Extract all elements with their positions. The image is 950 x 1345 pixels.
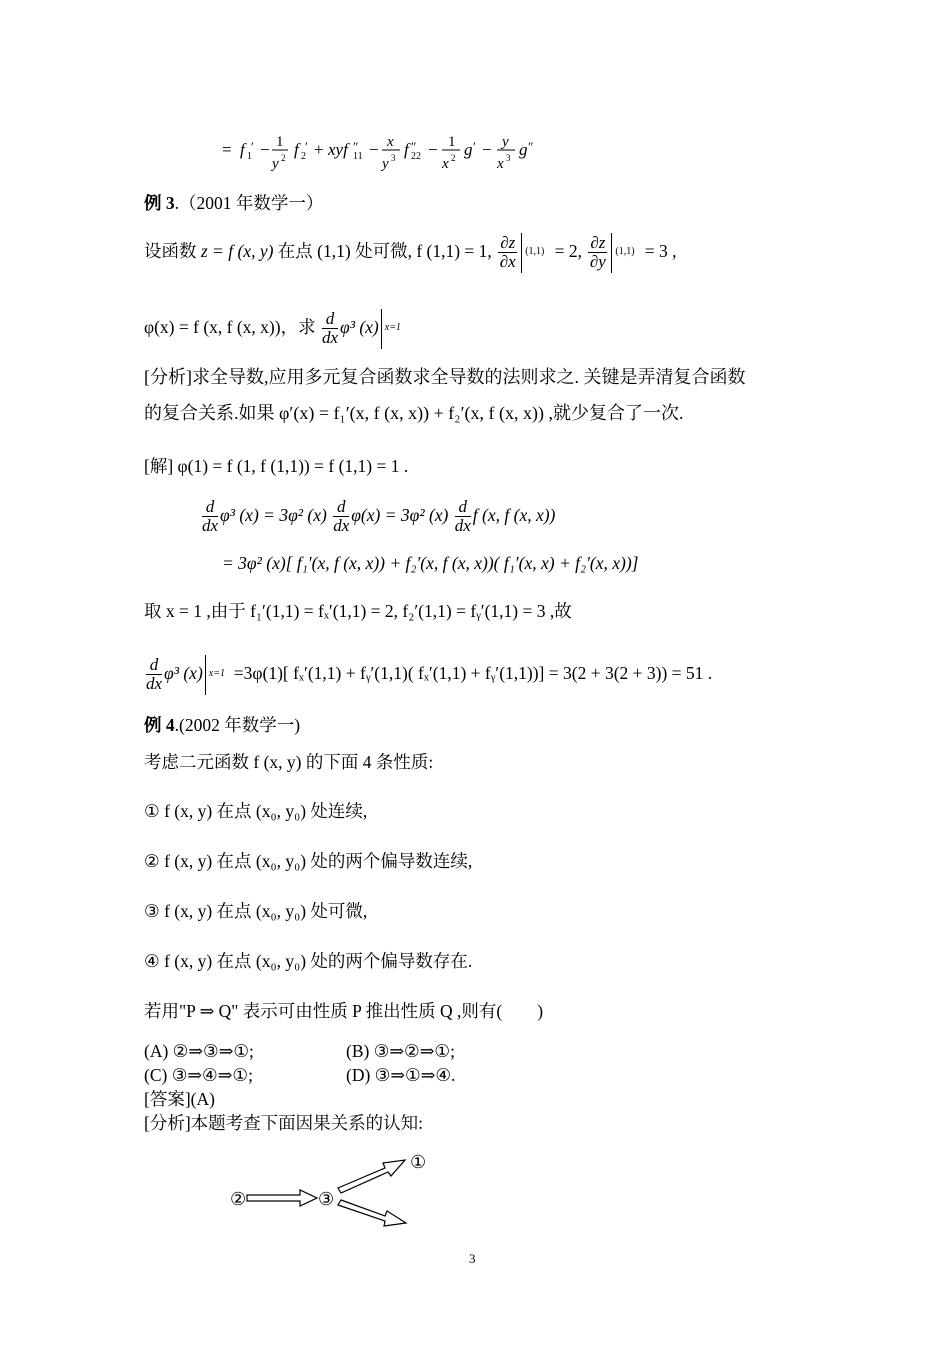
example-4-heading (144, 714, 300, 736)
solution-3-line-2 (200, 490, 555, 540)
svg-text:1: 1 (448, 134, 456, 150)
d-dx-operator: $\frac{d}{dx}$ (321, 309, 339, 348)
property-2: ② f (x, y) 在点 (x₀, y₀) 处的两个偏导数连续, (144, 851, 473, 871)
d-dx-operator-3: $\frac{d}{dx}$ (333, 497, 350, 536)
svg-text:y: y (272, 156, 279, 172)
d-dx-operator-5: $\frac{d}{dx}$ (146, 655, 163, 694)
svg-text:f: f (404, 140, 409, 159)
d-dx-operator-2: $\frac{d}{dx}$ (202, 497, 219, 536)
property-3: ③ f (x, y) 在点 (x₀, y₀) 处可微, (144, 901, 368, 921)
svg-text:2: 2 (281, 153, 286, 163)
svg-text:′: ′ (473, 139, 476, 154)
svg-text:x: x (387, 134, 394, 150)
svg-text:y: y (502, 134, 509, 150)
analysis-3-line-2: 的复合关系.如果 φ′(x) = f₁′(x, f (x, x)) + f₂′(x, f (x, x)) ,就少复合了一次. (144, 403, 684, 423)
answer-4: [答案](A) (144, 1089, 215, 1109)
option-d: (D) ③⇒①⇒④. (346, 1065, 456, 1085)
svg-text:3: 3 (506, 153, 511, 163)
svg-text:″: ″ (353, 139, 359, 154)
solution-3-line-1: [解] φ(1) = f (1, f (1,1)) = f (1,1) = 1 . (144, 456, 409, 476)
phi-def-text: φ(x) = f (x, f (x, x))，求 (144, 317, 316, 337)
problem-3-intro: 设函数 (144, 241, 197, 261)
node-3: ③ (318, 1189, 335, 1209)
analysis-3-line-1: [分析]求全导数,应用多元复合函数求全导数的法则求之. 关键是弄清复合函数 (144, 367, 746, 387)
option-b: (B) ③⇒②⇒①; (346, 1041, 455, 1061)
eval-bar-x: (1,1) (521, 233, 550, 273)
solution-3-line-5 (144, 648, 712, 698)
svg-text:11: 11 (353, 151, 363, 162)
svg-text:2: 2 (451, 153, 456, 163)
d-dx-operator-4: $\frac{d}{dx}$ (454, 497, 471, 536)
svg-text:f: f (294, 140, 299, 159)
phi-definition (144, 302, 410, 352)
svg-text:+: + (314, 140, 324, 159)
svg-text:′: ′ (305, 139, 308, 154)
partial-z-x: $\frac{\partial z}{\partial x}$ (499, 233, 516, 272)
property-1: ① f (x, y) 在点 (x₀, y₀) 处连续, (144, 801, 368, 821)
svg-text:−: − (428, 140, 438, 159)
phi-cube-2: φ³ (x) (164, 663, 203, 683)
svg-text:′: ′ (251, 139, 254, 154)
svg-text:g: g (464, 140, 473, 159)
svg-text:xyf: xyf (328, 140, 348, 159)
example-4-source: .(2002 年数学一) (174, 715, 301, 735)
svg-text:y: y (382, 156, 389, 172)
arrow-3-to-1 (338, 1160, 405, 1193)
solution-part-c: f (x, f (x, x)) (472, 505, 556, 525)
solution-final: =3φ(1)[ fₓ′(1,1) + fᵧ′(1,1)( fₓ′(1,1) + fᵧ′(1,1))] = 3(2 + 3(2 + 3)) = 51 . (233, 663, 713, 683)
svg-text:−: − (260, 140, 270, 159)
problem-4-intro: 考虑二元函数 f (x, y) 的下面 4 条性质: (144, 752, 434, 772)
svg-text:22: 22 (411, 151, 421, 162)
derivation-formula (222, 128, 602, 178)
equals-sign: = (222, 140, 232, 159)
svg-text:−: − (482, 140, 492, 159)
svg-text:″: ″ (411, 139, 417, 154)
partial-z-y: $\frac{\partial z}{\partial y}$ (589, 233, 606, 272)
solution-3-line-4: 取 x = 1 ,由于 f₁′(1,1) = fₓ′(1,1) = 2, f₂′(1,1) = fᵧ′(1,1) = 3 ,故 (144, 601, 572, 621)
eval-bar-x1-2: x=1 (205, 655, 234, 695)
example-4-label: 例 4 (144, 715, 175, 735)
node-1: ① (410, 1152, 427, 1172)
svg-text:2: 2 (301, 151, 306, 162)
svg-text:x: x (442, 156, 449, 172)
option-c: (C) ③⇒④⇒①; (144, 1065, 253, 1085)
page-number: 3 (469, 1251, 476, 1266)
problem-4-question: 若用"P ⇒ Q" 表示可由性质 P 推出性质 Q ,则有( ) (144, 1001, 544, 1021)
partial-z-y-value: = 3 , (644, 241, 677, 261)
svg-text:″: ″ (528, 139, 534, 154)
solution-part-a: φ³ (x) = 3φ² (x) (220, 505, 327, 525)
problem-3-diff: 在点 (1,1) 处可微, (277, 241, 412, 261)
svg-text:3: 3 (391, 153, 396, 163)
solution-3-line-3: = 3φ² (x)[ f₁′(x, f (x, x)) + f₂′(x, f (x, x))( f₁′(x, x) + f₂′(x, x))] (222, 553, 639, 573)
implication-diagram (225, 1148, 465, 1228)
example-3-heading (144, 192, 323, 214)
svg-text:1: 1 (247, 151, 252, 162)
example-3-source: .（2001 年数学一） (174, 193, 324, 213)
arrow-3-to-down (338, 1200, 406, 1226)
svg-text:x: x (497, 156, 504, 172)
problem-3-statement (144, 226, 677, 276)
svg-text:1: 1 (276, 134, 284, 150)
phi-cube: φ³ (x) (340, 317, 379, 337)
analysis-4: [分析]本题考查下面因果关系的认知: (144, 1113, 424, 1133)
node-2: ② (230, 1189, 247, 1209)
svg-text:g: g (519, 140, 528, 159)
problem-3-func: z = f (x, y) (200, 241, 274, 261)
property-4: ④ f (x, y) 在点 (x₀, y₀) 处的两个偏导数存在. (144, 951, 473, 971)
partial-z-x-value: = 2, (554, 241, 582, 261)
svg-text:f: f (240, 140, 245, 159)
problem-3-fval: f (1,1) = 1, (416, 241, 492, 261)
solution-part-b: φ(x) = 3φ² (x) (351, 505, 449, 525)
eval-bar-y: (1,1) (611, 233, 640, 273)
arrow-2-to-3 (247, 1190, 317, 1206)
option-a: (A) ②⇒③⇒①; (144, 1041, 254, 1061)
example-3-label: 例 3 (144, 193, 175, 213)
eval-bar-x1: x=1 (381, 309, 410, 349)
svg-text:−: − (369, 140, 379, 159)
